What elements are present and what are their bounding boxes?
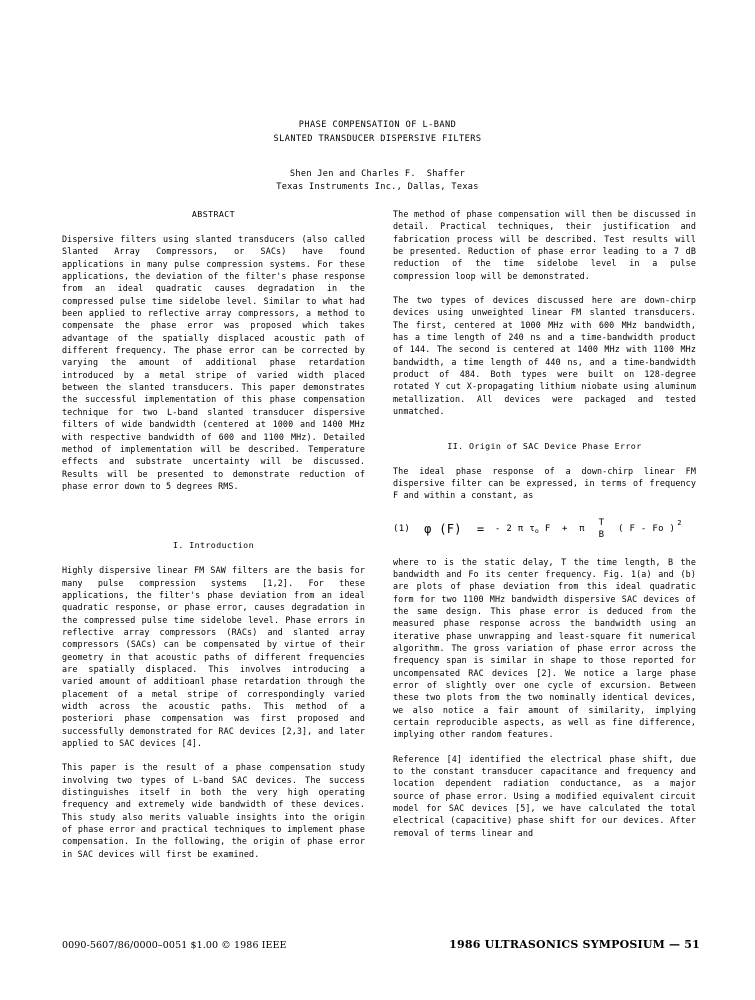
intro-paragraph-2: This paper is the result of a phase compensation study involving two types of L-band SAC devices. The success distinguishes itself in both the very high operating frequency and extremely wide bandwidth of these devices. This study also merits valuable insights into the origin of phase error and practical techniques to implement phase compensation. In the following, the origin of phase error in SAC devices will first be examined. [62, 762, 365, 859]
copyright-line: 0090-5607/86/0000–0051 $1.00 © 1986 IEEE [62, 940, 287, 951]
section-ii-heading: II. Origin of SAC Device Phase Error [447, 440, 642, 451]
right-paragraph-1: The method of phase compensation will then be discussed in detail. Practical techniques, their justification and fabrication process will be described. Test results will be presented. Reduction of phase error leading to a 7 dB reduction of the time sidelobe level in a pulse compression loop will be demonstrated. [393, 209, 696, 281]
proceedings-line: 1986 ULTRASONICS SYMPOSIUM — 51 [449, 938, 700, 951]
equation-1 [393, 518, 696, 540]
right-column [393, 208, 696, 860]
author-names: Shen Jen and Charles F. Shaffer [289, 169, 466, 179]
abstract-paragraph: Dispersive filters using slanted transducers (also called Slanted Array Compressors, or SACs) have found applications in many pulse compression systems. For these applications, the deviation of the filter's phase response from an ideal quadratic causes degradation in the compressed pulse time sidelobe level. Similar to what had been applied to reflective array compressors, a method to compensate the phase error was proposed which takes advantage of the spatially displaced acoustic path of different frequency. The phase error can be corrected by varying the amount of additional phase retardation introduced by a metal stripe of varied width placed between the slanted transducers. This paper demonstrates the successful implementation of this phase compensation technique for two L-band slanted transducer dispersive filters of wide bandwidth (centered at 1000 and 1400 MHz with respective bandwidth of 600 and 1100 MHz). Detailed method of implementation will be described. Temperature effects and substrate uncertainty will be discussed. Results will be presented to demonstrate reduction of phase error down to 5 degrees RMS. [62, 234, 365, 491]
author-block [0, 168, 755, 193]
equation-tau: τ [529, 523, 535, 534]
paragraph-before-equation: The ideal phase response of a down-chirp linear FM dispersive filter can be expressed, in terms of frequency F and within a constant, as [393, 465, 696, 501]
equation-term-2: F + π [539, 523, 591, 534]
left-column [62, 208, 365, 860]
introduction-heading: I. Introduction [173, 540, 254, 551]
spacer [62, 504, 365, 517]
author-affiliation: Texas Instruments Inc., Dallas, Texas [276, 181, 479, 192]
equation-expression [424, 518, 682, 540]
equation-term-3: ( F - Fo ) [612, 523, 676, 534]
title-line-1: PHASE COMPENSATION OF L-BAND [298, 120, 457, 130]
equation-fraction [596, 518, 608, 540]
equation-term-1: - 2 π [494, 523, 530, 534]
abstract-heading: ABSTRACT [191, 209, 236, 219]
paragraph-after-equation-2: Reference [4] identified the electrical phase shift, due to the constant transducer capacitance and frequency and location dependent radiation conductance, as a major source of phase error. Using a modified equivalent circuit model for SAC devices [5], we have calculated the total electrical (capacitive) phase shift for our devices. After removal of terms linear and [393, 753, 696, 838]
paper-title [0, 118, 755, 146]
paragraph-after-equation-1: where τo is the static delay, T the time length, B the bandwidth and Fo its center frequency. Fig. 1(a) and (b) are plots of phase deviation from this ideal quadratic form for two 1100 MHz bandwidth dispersive SAC devices of the same design. This phase error is deduced from the measured phase response across the bandwidth using an iterative phase unwrapping and least-square fit numerical algorithm. The gross variation of phase error across the frequency span is similar in shape to those reported for uncompensated RAC devices [2]. We notice a large phase error of slightly over one cycle of excursion. Between these two plots from the two nominally identical devices, we also notice a fair amount of similarity, implying certain reproducible aspects, as well as fine difference, implying other random features. [393, 556, 696, 740]
right-paragraph-2: The two types of devices discussed here are down-chirp devices using unweighted linear FM slanted transducers. The first, centered at 1000 MHz with 600 MHz bandwidth, has a time length of 240 ns and a time-bandwidth product of 144. The second is centered at 1400 MHz with 1100 MHz bandwidth, a time length of 440 ns, and a time-bandwidth product of 484. Both types were built on 128-degree rotated Y cut X-propagating lithium niobate using aluminum metallization. All devices were packaged and tested unmatched. [393, 295, 696, 417]
fraction-numerator: T [598, 517, 605, 528]
page-footer [62, 938, 700, 951]
two-column-body [62, 208, 696, 860]
fraction-denominator: B [598, 529, 605, 540]
intro-paragraph-1: Highly dispersive linear FM SAW filters are the basis for many pulse compression systems [1,2]. For these applications, the filter's phase deviation from an ideal quadratic response, or phase error, causes degradation in the compressed pulse time sidelobe level. Phase errors in reflective array compressors (RACs) and slanted array compressors (SACs) can be compensated by virtue of their geometry in that acoustic paths of different frequencies are spatially displaced. This involves introducing a varied amount of additioanl phase retardation through the placement of a metal stripe of correspondingly varied width across the acoustic paths. This method of a posteriori phase compensation was first proposed and successfully demonstrated for RAC devices [2,3], and later applied to SAC devices [4]. [62, 565, 365, 749]
equation-tau-subscript: o [534, 526, 540, 535]
equation-number: (1) [393, 523, 411, 534]
equation-exponent: 2 [677, 518, 682, 527]
equation-lhs: φ (F) = [424, 521, 492, 536]
title-line-2: SLANTED TRANSDUCER DISPERSIVE FILTERS [273, 134, 482, 144]
